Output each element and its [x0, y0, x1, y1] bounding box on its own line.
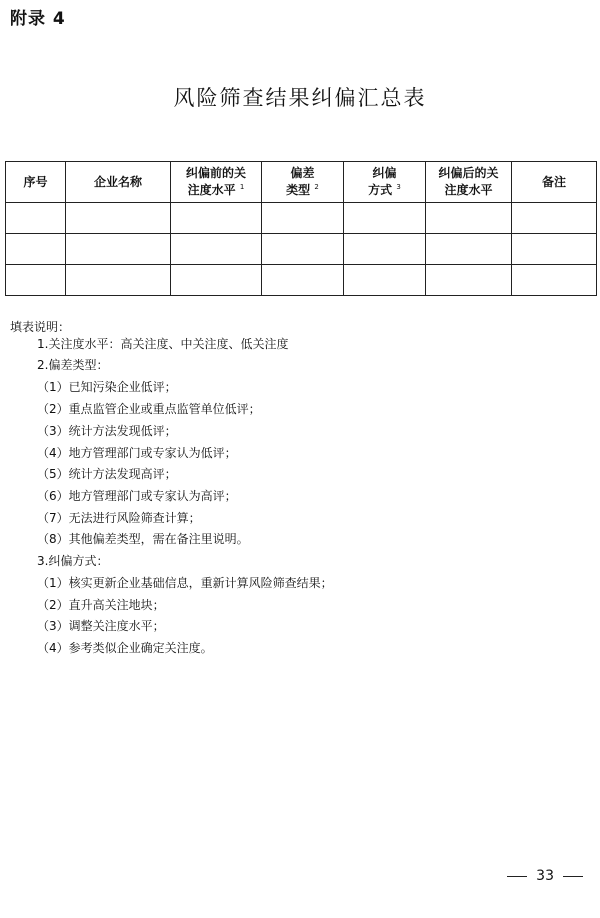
table-cell[interactable] — [426, 265, 512, 296]
header-company-name: 企业名称 — [66, 162, 171, 203]
header-correction-method: 纠偏 方式 $^3$ — [344, 162, 426, 203]
table-cell[interactable] — [512, 234, 597, 265]
list-item: （3）统计方法发现低评； — [37, 424, 177, 438]
list-item: （6）地方管理部门或专家认为高评； — [37, 489, 237, 503]
list-item: （1）核实更新企业基础信息，重新计算风险筛查结果； — [37, 576, 333, 590]
table-cell[interactable] — [426, 203, 512, 234]
table-cell[interactable] — [344, 203, 426, 234]
table-cell[interactable] — [262, 234, 344, 265]
table-row — [6, 234, 597, 265]
header-post-correction-level: 纠偏后的关 注度水平 — [426, 162, 512, 203]
table-cell[interactable] — [344, 234, 426, 265]
page-number-dash-left — [507, 876, 527, 877]
note-correction-methods-heading: 3.纠偏方式： — [37, 554, 109, 568]
header-serial-number: 序号 — [6, 162, 66, 203]
list-item: （5）统计方法发现高评； — [37, 467, 177, 481]
footnote-marker-3: 3 — [396, 183, 401, 191]
table-cell[interactable] — [6, 203, 66, 234]
notes-heading: 填表说明： — [10, 320, 71, 334]
correction-summary-table — [5, 161, 597, 296]
table-cell[interactable] — [512, 265, 597, 296]
page-number-value: 33 — [536, 868, 554, 884]
table-cell[interactable] — [6, 265, 66, 296]
note-deviation-types-heading: 2.偏差类型： — [37, 358, 109, 372]
list-item: （8）其他偏差类型，需在备注里说明。 — [37, 532, 249, 546]
table-header-row — [6, 162, 597, 203]
table-cell[interactable] — [171, 265, 262, 296]
list-item: （1）已知污染企业低评； — [37, 380, 177, 394]
list-item: （4）地方管理部门或专家认为低评； — [37, 446, 237, 460]
table-cell[interactable] — [66, 203, 171, 234]
table-cell[interactable] — [426, 234, 512, 265]
table-cell[interactable] — [262, 265, 344, 296]
list-item: （7）无法进行风险筛查计算； — [37, 511, 201, 525]
table-cell[interactable] — [66, 265, 171, 296]
list-item: （2）直升高关注地块； — [37, 598, 165, 612]
table-cell[interactable] — [512, 203, 597, 234]
table-row — [6, 203, 597, 234]
list-item: （2）重点监管企业或重点监管单位低评； — [37, 402, 261, 416]
footnote-marker-2: 2 — [314, 183, 319, 191]
table-cell[interactable] — [262, 203, 344, 234]
document-title: 风险筛查结果纠偏汇总表 — [173, 86, 427, 110]
table-cell[interactable] — [6, 234, 66, 265]
table-cell[interactable] — [344, 265, 426, 296]
table-cell[interactable] — [171, 234, 262, 265]
header-pre-correction-level: 纠偏前的关 注度水平 $^1$ — [171, 162, 262, 203]
footnote-marker-1: 1 — [239, 183, 245, 191]
page-number — [498, 868, 592, 884]
header-remarks: 备注 — [512, 162, 597, 203]
table-cell[interactable] — [66, 234, 171, 265]
appendix-label: 附录 4 — [10, 9, 66, 29]
page-number-dash-right — [563, 876, 583, 877]
note-attention-levels: 1.关注度水平：高关注度、中关注度、低关注度 — [37, 337, 289, 351]
list-item: （4）参考类似企业确定关注度。 — [37, 641, 213, 655]
header-deviation-type: 偏差 类型 $^2$ — [262, 162, 344, 203]
list-item: （3）调整关注度水平； — [37, 619, 165, 633]
table-cell[interactable] — [171, 203, 262, 234]
table-row — [6, 265, 597, 296]
